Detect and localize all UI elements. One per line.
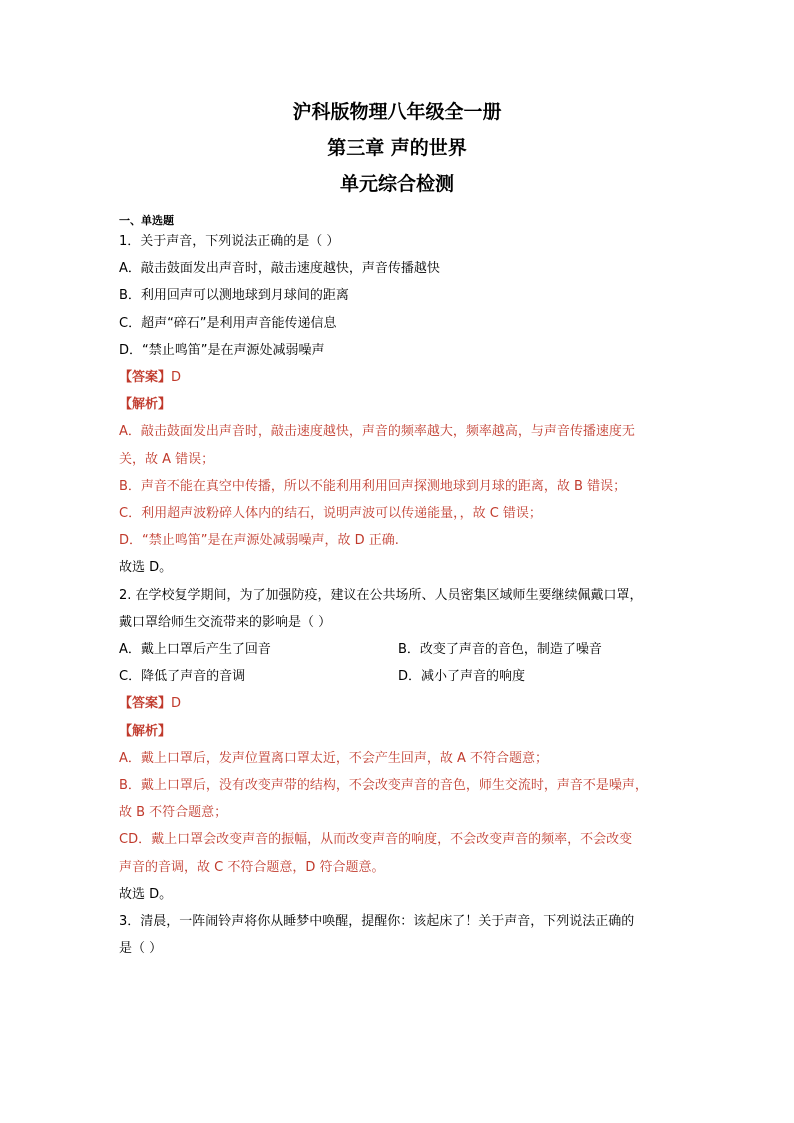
question-2-options-row bbox=[119, 663, 681, 690]
analysis-line: C．利用超声波粉碎人体内的结石，说明声波可以传递能量，，故 C 错误； bbox=[119, 506, 542, 522]
chapter-title: 第三章 声的世界 bbox=[327, 137, 467, 159]
question-1-analysis-label: 【解析】 bbox=[119, 397, 172, 413]
question-2-options-row bbox=[119, 636, 681, 663]
question-2 bbox=[119, 582, 681, 908]
question-1-option-d: D．“禁止鸣笛”是在声源处减弱噪声 bbox=[119, 342, 325, 358]
question-2-option-a: A．戴上口罩后产生了回音 bbox=[119, 642, 271, 658]
analysis-line: 故 B 不符合题意； bbox=[119, 805, 228, 821]
document-title: 沪科版物理八年级全一册 bbox=[292, 101, 502, 123]
analysis-line: B．声音不能在真空中传播，所以不能利用利用回声探测地球到月球的距离，故 B 错误； bbox=[119, 478, 627, 494]
question-1 bbox=[119, 228, 681, 582]
answer-label: 【答案】 bbox=[119, 696, 172, 712]
question-3-stem-line: 3．清晨，一阵闹铃声将你从睡梦中唤醒，提醒你：该起床了！关于声音，下列说法正确的 bbox=[119, 914, 635, 930]
analysis-line: A．戴上口罩后，发声位置离口罩太近，不会产生回声，故 A 不符合题意； bbox=[119, 750, 549, 766]
question-2-conclusion: 故选 D。 bbox=[119, 886, 173, 902]
question-2-stem-line: 戴口罩给师生交流带来的影响是（ ） bbox=[119, 614, 332, 630]
answer-label: 【答案】 bbox=[119, 370, 172, 386]
question-2-option-c: C．降低了声音的音调 bbox=[119, 669, 246, 685]
analysis-line: B．戴上口罩后，没有改变声带的结构，不会改变声音的音色，师生交流时，声音不是噪声， bbox=[119, 778, 648, 794]
question-1-answer bbox=[119, 364, 681, 391]
question-3-stem-line: 是（ ） bbox=[119, 941, 163, 957]
question-2-option-d: D．减小了声音的响度 bbox=[398, 669, 526, 685]
question-3 bbox=[119, 908, 681, 962]
question-2-stem-line: 2. 在学校复学期间，为了加强防疫，建议在公共场所、人员密集区域师生要继续佩戴口罩， bbox=[119, 587, 643, 603]
answer-value: D bbox=[171, 370, 182, 386]
question-1-option-a: A．敲击鼓面发出声音时，敲击速度越快，声音传播越快 bbox=[119, 261, 440, 277]
section-heading: 一、单选题 bbox=[119, 214, 174, 227]
question-1-conclusion: 故选 D。 bbox=[119, 560, 173, 576]
analysis-line: 声音的音调，故 C 不符合题意，D 符合题意。 bbox=[119, 859, 385, 875]
question-1-stem: 1．关于声音，下列说法正确的是（ ） bbox=[119, 234, 340, 249]
question-1-option-b: B．利用回声可以测地球到月球间的距离 bbox=[119, 288, 349, 304]
question-1-option-c: C．超声“碎石”是利用声音能传递信息 bbox=[119, 315, 337, 331]
answer-value: D bbox=[171, 696, 182, 712]
question-2-analysis-label: 【解析】 bbox=[119, 723, 172, 739]
unit-subtitle: 单元综合检测 bbox=[339, 173, 454, 195]
question-2-answer bbox=[119, 690, 681, 717]
analysis-line: CD．戴上口罩会改变声音的振幅，从而改变声音的响度，不会改变声音的频率，不会改变 bbox=[119, 832, 633, 848]
title-block bbox=[0, 94, 794, 202]
document-body bbox=[119, 213, 681, 962]
analysis-line: 关，故 A 错误； bbox=[119, 451, 215, 467]
analysis-line: D．“禁止鸣笛”是在声源处减弱噪声，故 D 正确. bbox=[119, 533, 399, 549]
analysis-line: A．敲击鼓面发出声音时，敲击速度越快，声音的频率越大，频率越高，与声音传播速度无 bbox=[119, 424, 635, 440]
question-2-option-b: B．改变了声音的音色，制造了噪音 bbox=[398, 642, 602, 658]
